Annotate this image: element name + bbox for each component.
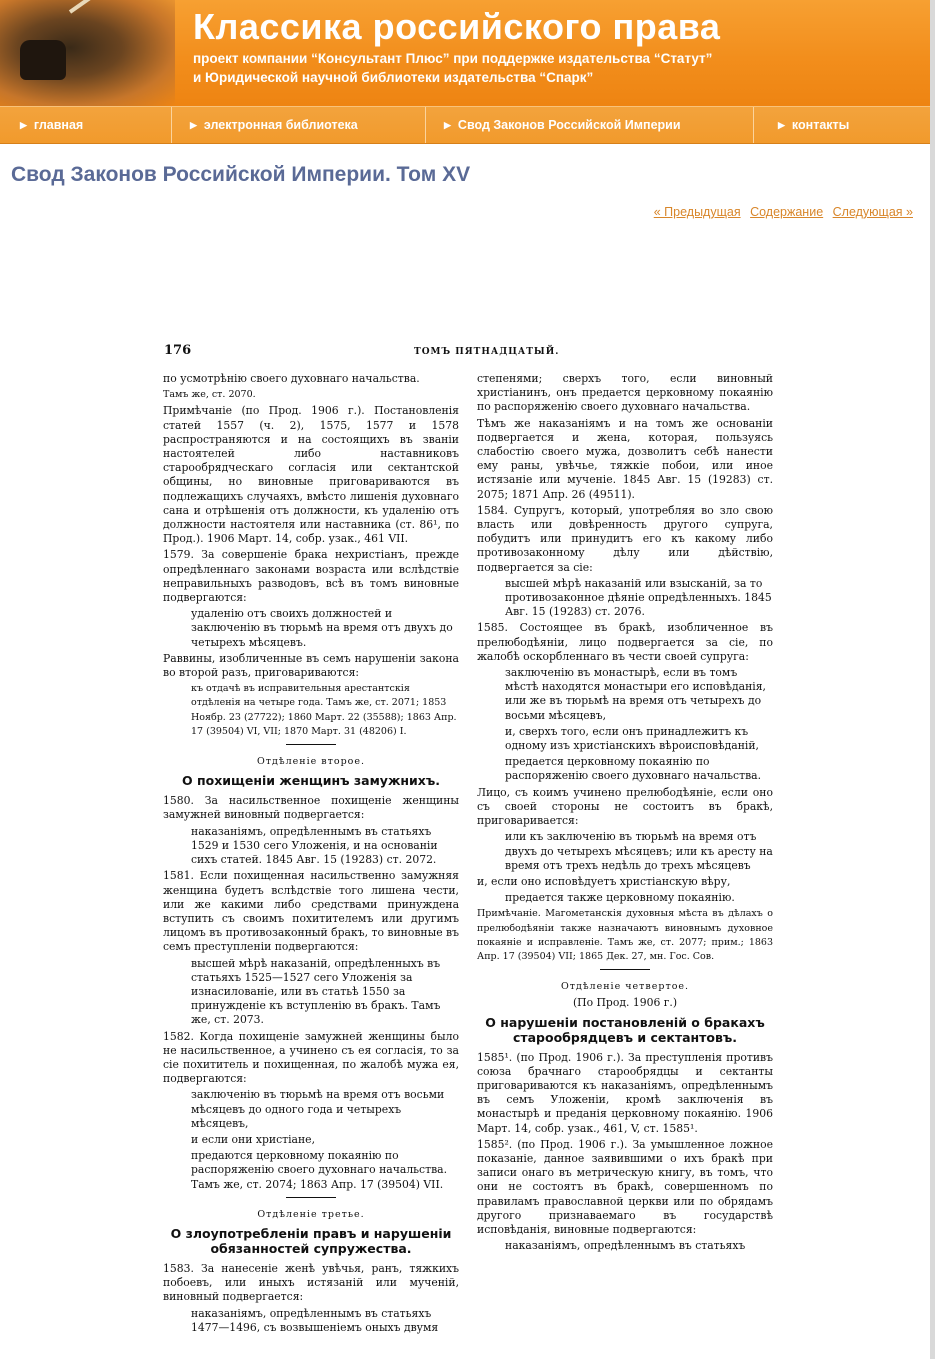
nav-item-library[interactable]: [172, 107, 426, 143]
note: Примѣчаніе (по Прод. 1906 г.). Постановленія статей 1557 (ч. 2), 1575, 1577 и 1578 распространяются и на состоящихъ въ званіи настоятелей либо наставниковъ старообрядческаго согласія или сектантской общины, но виновные приговариваются въ подлежащихъ случаяхъ, вмѣсто лишенія духовнаго сана и отрѣшенія отъ должности, къ удаленію отъ должности настоятеля или наставника (ст. 86¹, по Прод.). 1906 Март. 14, собр. узак., 461 VII.: [163, 404, 459, 546]
nav-item-label: контакты: [791, 118, 850, 132]
article-1581: 1581. Если похищенная насильственно замужняя женщина будетъ вслѣдствіе того лишена чести, или же какими либо средствами принуждена вступить съ своимъ похитителемъ или другимъ лицомъ въ противозаконный бракъ, то виновные въ семъ преступленіи подвергаются:: [163, 869, 459, 954]
main-nav: [0, 106, 930, 144]
article-indent: наказаніямъ, опредѣленнымъ въ статьяхъ: [505, 1239, 746, 1253]
article-indent: предается церковному покаянію по распоряженію своего духовнаго начальства.: [505, 755, 762, 783]
nav-item-contacts[interactable]: [754, 107, 930, 143]
section-label: Отдѣленіе второе.: [256, 756, 366, 768]
arrow-right-icon: ▶: [190, 120, 197, 130]
divider: [286, 744, 336, 745]
site-subtitle-line1: проект компании “Консультант Плюс” при поддержке издательства “Статут”: [193, 51, 713, 66]
next-page-link[interactable]: Следующая »: [832, 205, 913, 219]
arrow-right-icon: ▶: [778, 120, 785, 130]
paragraph: степенями; сверхъ того, если виновный христіанинъ, онъ предается церковному покаянію по распоряженію своего духовнаго начальства.: [477, 372, 773, 414]
article-indent: предаются церковному покаянію по распоряженію своего духовнаго начальства. Тамъ же, ст. 2074; 1863 Апр. 17 (39504) VII.: [191, 1149, 448, 1191]
article-1580: 1580. За насильственное похищеніе женщины замужней виновный подвергается:: [163, 794, 459, 822]
arrow-right-icon: ▶: [20, 120, 27, 130]
article-indent: и если они христіане,: [191, 1132, 316, 1146]
note: Примѣчаніе. Магометанскія духовныя мѣста въ дѣлахъ о прелюбодѣяніи также назначаютъ виновнымъ духовное покаяніе и исправленіе. Тамъ же, ст. 2077; прим.; 1863 Апр. 17 (39504) VII; 1865 Дек. 27, мн. Гос. Сов.: [477, 908, 773, 962]
pager: [648, 205, 913, 219]
arrow-right-icon: ▶: [444, 120, 451, 130]
paragraph: Лицо, съ коимъ учинено прелюбодѣяніе, если оно съ своей стороны не состоитъ въ бракѣ, приговаривается:: [477, 785, 773, 828]
left-column: [163, 372, 459, 1337]
scanned-page: [160, 340, 782, 1340]
article-indent: высшей мѣрѣ наказаній, опредѣленныхъ въ статьяхъ 1525—1527 сего Уложенія за изнасилованіе, или въ статьѣ 1550 за принужденіе къ вступленію въ бракъ. Тамъ же, ст. 2073.: [191, 956, 441, 1027]
article-indent: заключенію въ тюрьмѣ на время отъ восьми мѣсяцевъ до одного года и четырехъ мѣсяцевъ,: [191, 1088, 445, 1130]
running-head: ТОМЪ ПЯТНАДЦАТЫЙ.: [414, 347, 560, 357]
section-label: Отдѣленіе третье.: [257, 1208, 365, 1220]
header-inkwell-image: [0, 0, 175, 106]
site-header: [0, 0, 930, 106]
paragraph: Раввины, изобличенные въ семъ нарушеніи закона во второй разъ, приговариваются:: [163, 651, 459, 680]
article-indent: и, сверхъ того, если онъ принадлежитъ къ одному изъ христіанскихъ вѣроисповѣданій,: [505, 724, 759, 753]
article-indent: предается также церковному покаянію.: [505, 891, 735, 905]
article-1585: 1585. Состоящее въ бракѣ, изобличенное въ прелюбодѣяніи, лицо подвергается за сіе, по жалобѣ оскорбленнаго въ чести своей супруга:: [477, 621, 773, 663]
nav-item-label: главная: [33, 118, 84, 132]
article-indent: наказаніямъ, опредѣленнымъ въ статьяхъ 1529 и 1530 сего Уложенія, и на основаніи сихъ статей. 1845 Авг. 15 (19283) ст. 2072.: [191, 824, 438, 867]
paragraph: Тѣмъ же наказаніямъ и на томъ же основаніи подвергается и жена, которая, пользуясь слабостію своего мужа, дозволитъ себѣ нанести ему раны, увѣчье, тяжкіе побои, или иное истязаніе или мученіе. 1845 Авг. 15 (19283) ст. 2075; 1871 Апр. 26 (49511).: [477, 416, 773, 501]
article-indent: или къ заключенію въ тюрьмѣ на время отъ двухъ до четырехъ мѣсяцевъ; или къ аресту на время отъ трехъ недѣль до трехъ мѣсяцевъ: [505, 830, 773, 872]
section-title: О нарушеніи постановленій о бракахъ старообрядцевъ и сектантовъ.: [485, 1014, 765, 1045]
page-number: 176: [164, 343, 192, 358]
paragraph: и, если оно исповѣдуетъ христіанскую вѣру,: [477, 874, 731, 888]
article-indent: наказаніямъ, опредѣленнымъ въ статьяхъ 1477—1496, съ возвышеніемъ оныхъ двумя: [191, 1306, 439, 1334]
nav-item-code-of-laws[interactable]: [426, 107, 754, 143]
prev-page-link[interactable]: « Предыдущая: [653, 205, 741, 219]
site-subtitle-line2: и Юридической научной библиотеки издательства “Спарк”: [193, 70, 594, 85]
section-subtitle: (По Прод. 1906 г.): [572, 996, 678, 1010]
paragraph: по усмотрѣнію своего духовнаго начальства.: [163, 372, 420, 385]
divider: [286, 1197, 336, 1198]
article-indent: заключенію въ монастырѣ, если въ томъ мѣстѣ находятся монастыри его исповѣданія, или же въ тюрьмѣ на время отъ четырехъ до восьми мѣсяцевъ,: [505, 666, 766, 722]
section-title: О злоупотребленіи правъ и нарушеніи обязанностей супружества.: [170, 1225, 452, 1256]
article-1583: 1583. За нанесеніе женѣ увѣчья, ранъ, тяжкихъ побоевъ, или иныхъ истязаній или мученій, виновный подвергается:: [163, 1261, 459, 1304]
nav-item-home[interactable]: [0, 107, 172, 143]
site-title[interactable]: Классика российского права: [193, 6, 721, 47]
nav-item-label: электронная библиотека: [203, 118, 358, 132]
divider: [600, 969, 650, 970]
nav-item-label: Свод Законов Российской Империи: [457, 118, 681, 132]
page-title: Свод Законов Российской Империи. Том XV: [11, 163, 471, 186]
section-label: Отдѣленіе четвертое.: [560, 981, 690, 993]
scan-header: [160, 340, 782, 364]
contents-link[interactable]: Содержание: [750, 205, 824, 219]
quill-icon: [69, 0, 129, 14]
article-1582: 1582. Когда похищеніе замужней женщины было не насильственное, а учинено съ ея согласія, то за сіе похититель и похищенная, по жалобѣ мужа ея, подвергаются:: [163, 1029, 459, 1086]
article-1585-1: 1585¹. (по Прод. 1906 г.). За преступленія противъ союза брачнаго старообрядцы и сектанты приговариваются къ наказаніямъ, опредѣленнымъ въ семъ Уложеніи, кромѣ заключенія въ монастырѣ и преданія церковному покаянію. 1906 Март. 14, собр. узак., 461, V, ст. 1585¹.: [477, 1050, 773, 1135]
article-indent: къ отдачѣ въ исправительныя арестантскія отдѣленія на четыре года. Тамъ же, ст. 2071; 1853 Ноябр. 23 (27722); 1860 Март. 22 (35588); 1863 Апр. 17 (39504) VI, VII; 1870 Март. 31 (48206) I.: [191, 683, 457, 737]
section-title: О похищеніи женщинъ замужнихъ.: [182, 773, 440, 789]
page-edge-divider: [930, 0, 935, 1359]
article-1584: 1584. Супругъ, который, употребляя во зло свою власть или довѣренность другого супруга, побудитъ или принудитъ его къ какому либо противозаконному дѣлу или дѣйствію, подвергается за сіе:: [477, 503, 773, 574]
inkwell-icon: [20, 40, 66, 80]
article-indent: удаленію отъ своихъ должностей и заключенію въ тюрьмѣ на время отъ двухъ до четырехъ мѣсяцевъ.: [191, 607, 453, 649]
article-1585-2: 1585². (по Прод. 1906 г.). За умышленное ложное показаніе, данное заявившими о ихъ бракѣ при записи онаго въ метрическую книгу, въ томъ, что они не состоятъ въ бракѣ, совершенномъ по правиламъ православной церкви или по обрядамъ другого признаваемаго въ государствѣ исповѣданія, виновные подвергаются:: [477, 1137, 773, 1236]
reference: Тамъ же, ст. 2070.: [163, 389, 256, 401]
article-1579: 1579. За совершеніе брака нехристіанъ, прежде опредѣленнаго законами возраста или вслѣдствіе неправильныхъ разводовъ, всѣ въ томъ виновные подвергаются:: [163, 548, 459, 605]
article-indent: высшей мѣрѣ наказаній или взысканій, за то противозаконное дѣяніе опредѣленныхъ. 1845 Авг. 15 (19283) ст. 2076.: [505, 576, 772, 619]
right-column: [477, 372, 773, 1255]
